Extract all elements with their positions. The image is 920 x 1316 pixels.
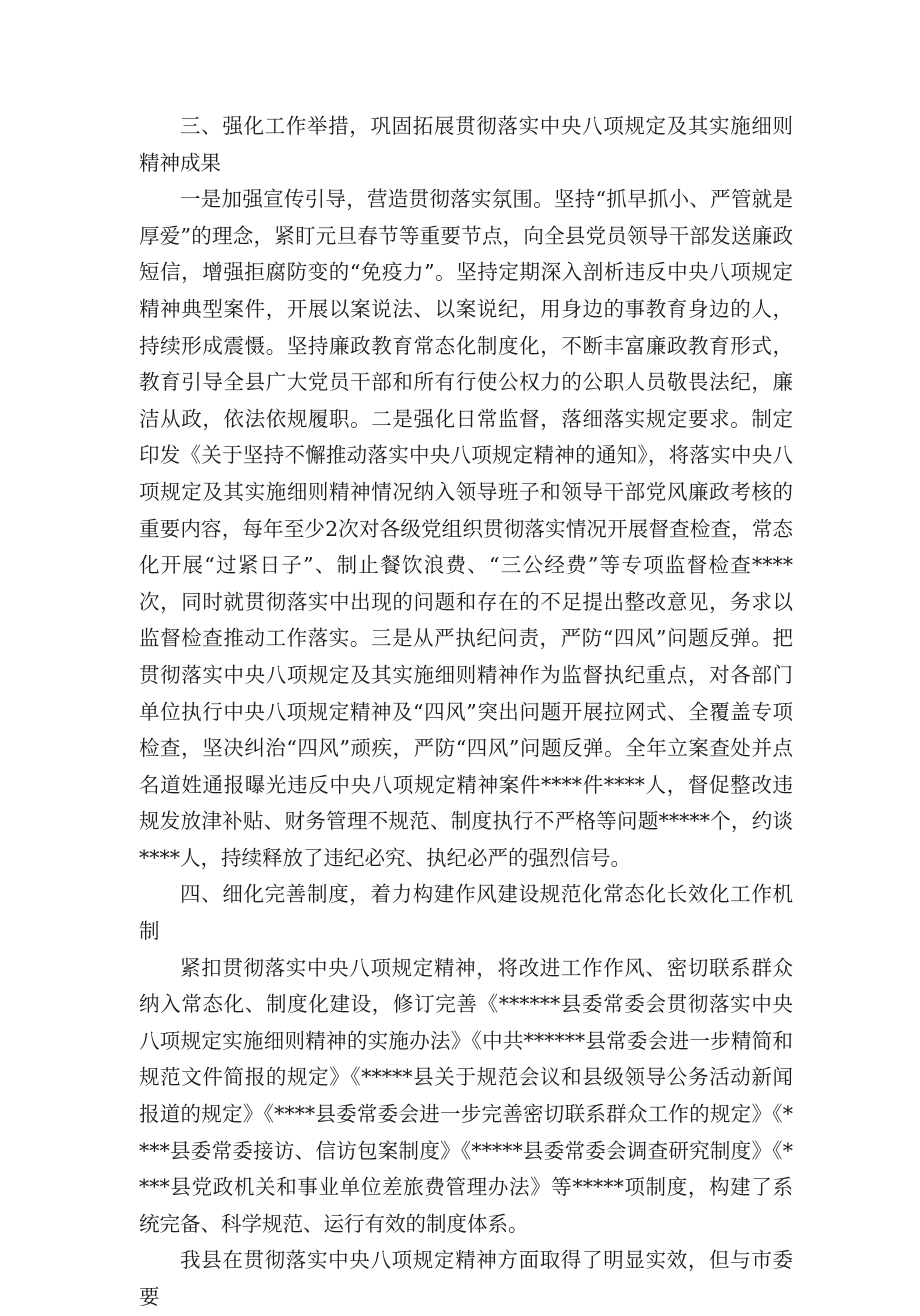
section-heading-four: 四、细化完善制度，着力构建作风建设规范化常态化长效化工作机制 <box>139 882 793 944</box>
document-body <box>139 108 793 1316</box>
body-paragraph: 紧扣贯彻落实中央八项规定精神，将改进工作作风、密切联系群众纳入常态化、制度化建设，修订完善《******县委常委会贯彻落实中央八项规定实施细则精神的实施办法》《中共******县常委会进一步精简和规范文件简报的规定》《*****县关于规范会议和县级领导公务活动新闻报道的规定》《****县委常委会进一步完善密切联系群众工作的规定》《****县委常委接访、信访包案制度》《*****县委常委会调查研究制度》《****县党政机关和事业单位差旅费管理办法》等*****项制度，构建了系统完备、科学规范、运行有效的制度体系。 <box>139 955 793 1236</box>
body-paragraph: 我县在贯彻落实中央八项规定精神方面取得了明显实效，但与市委要 <box>139 1248 793 1309</box>
body-paragraph: 一是加强宣传引导，营造贯彻落实氛围。坚持“抓早抓小、严管就是厚爱”的理念，紧盯元旦春节等重要节点，向全县党员领导干部发送廉政短信，增强拒腐防变的“免疫力”。坚持定期深入剖析违反中央八项规定精神典型案件，开展以案说法、以案说纪，用身边的事教育身边的人，持续形成震慑。坚持廉政教育常态化制度化，不断丰富廉政教育形式，教育引导全县广大党员干部和所有行使公权力的公职人员敬畏法纪，廉洁从政，依法依规履职。二是强化日常监督，落细落实规定要求。制定印发《关于坚持不懈推动落实中央八项规定精神的通知》，将落实中央八项规定及其实施细则精神情况纳入领导班子和领导干部党风廉政考核的重要内容，每年至少2次对各级党组织贯彻落实情况开展督查检查，常态化开展“过紧日子”、制止餐饮浪费、“三公经费”等专项监督检查****次，同时就贯彻落实中出现的问题和存在的不足提出整改意见，务求以监督检查推动工作落实。三是从严执纪问责，严防“四风”问题反弹。把贯彻落实中央八项规定及其实施细则精神作为监督执纪重点，对各部门单位执行中央八项规定精神及“四风”突出问题开展拉网式、全覆盖专项检查，坚决纠治“四风”顽疾，严防“四风”问题反弹。全年立案查处并点名道姓通报曝光违反中央八项规定精神案件****件****人，督促整改违规发放津补贴、财务管理不规范、制度执行不严格等问题*****个，约谈****人，持续释放了违纪必究、执纪必严的强烈信号。 <box>139 187 793 870</box>
section-heading-three: 三、强化工作举措，巩固拓展贯彻落实中央八项规定及其实施细则精神成果 <box>139 114 793 175</box>
